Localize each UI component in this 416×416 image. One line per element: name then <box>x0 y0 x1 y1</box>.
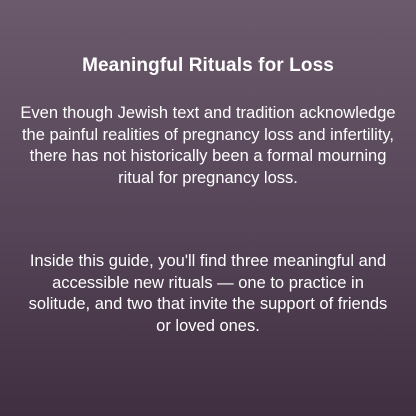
intro-paragraph: Even though Jewish text and tradition acknowledge the painful realities of pregnancy loss and infertility, there has not historically been a formal mourning ritual for pregnancy loss. <box>20 104 396 187</box>
guide-paragraph: Inside this guide, you'll find three meaningful and accessible new rituals — one to practice in solitude, and two that invite the support of friends or loved ones. <box>28 252 388 335</box>
page-title: Meaningful Rituals for Loss <box>82 55 334 76</box>
